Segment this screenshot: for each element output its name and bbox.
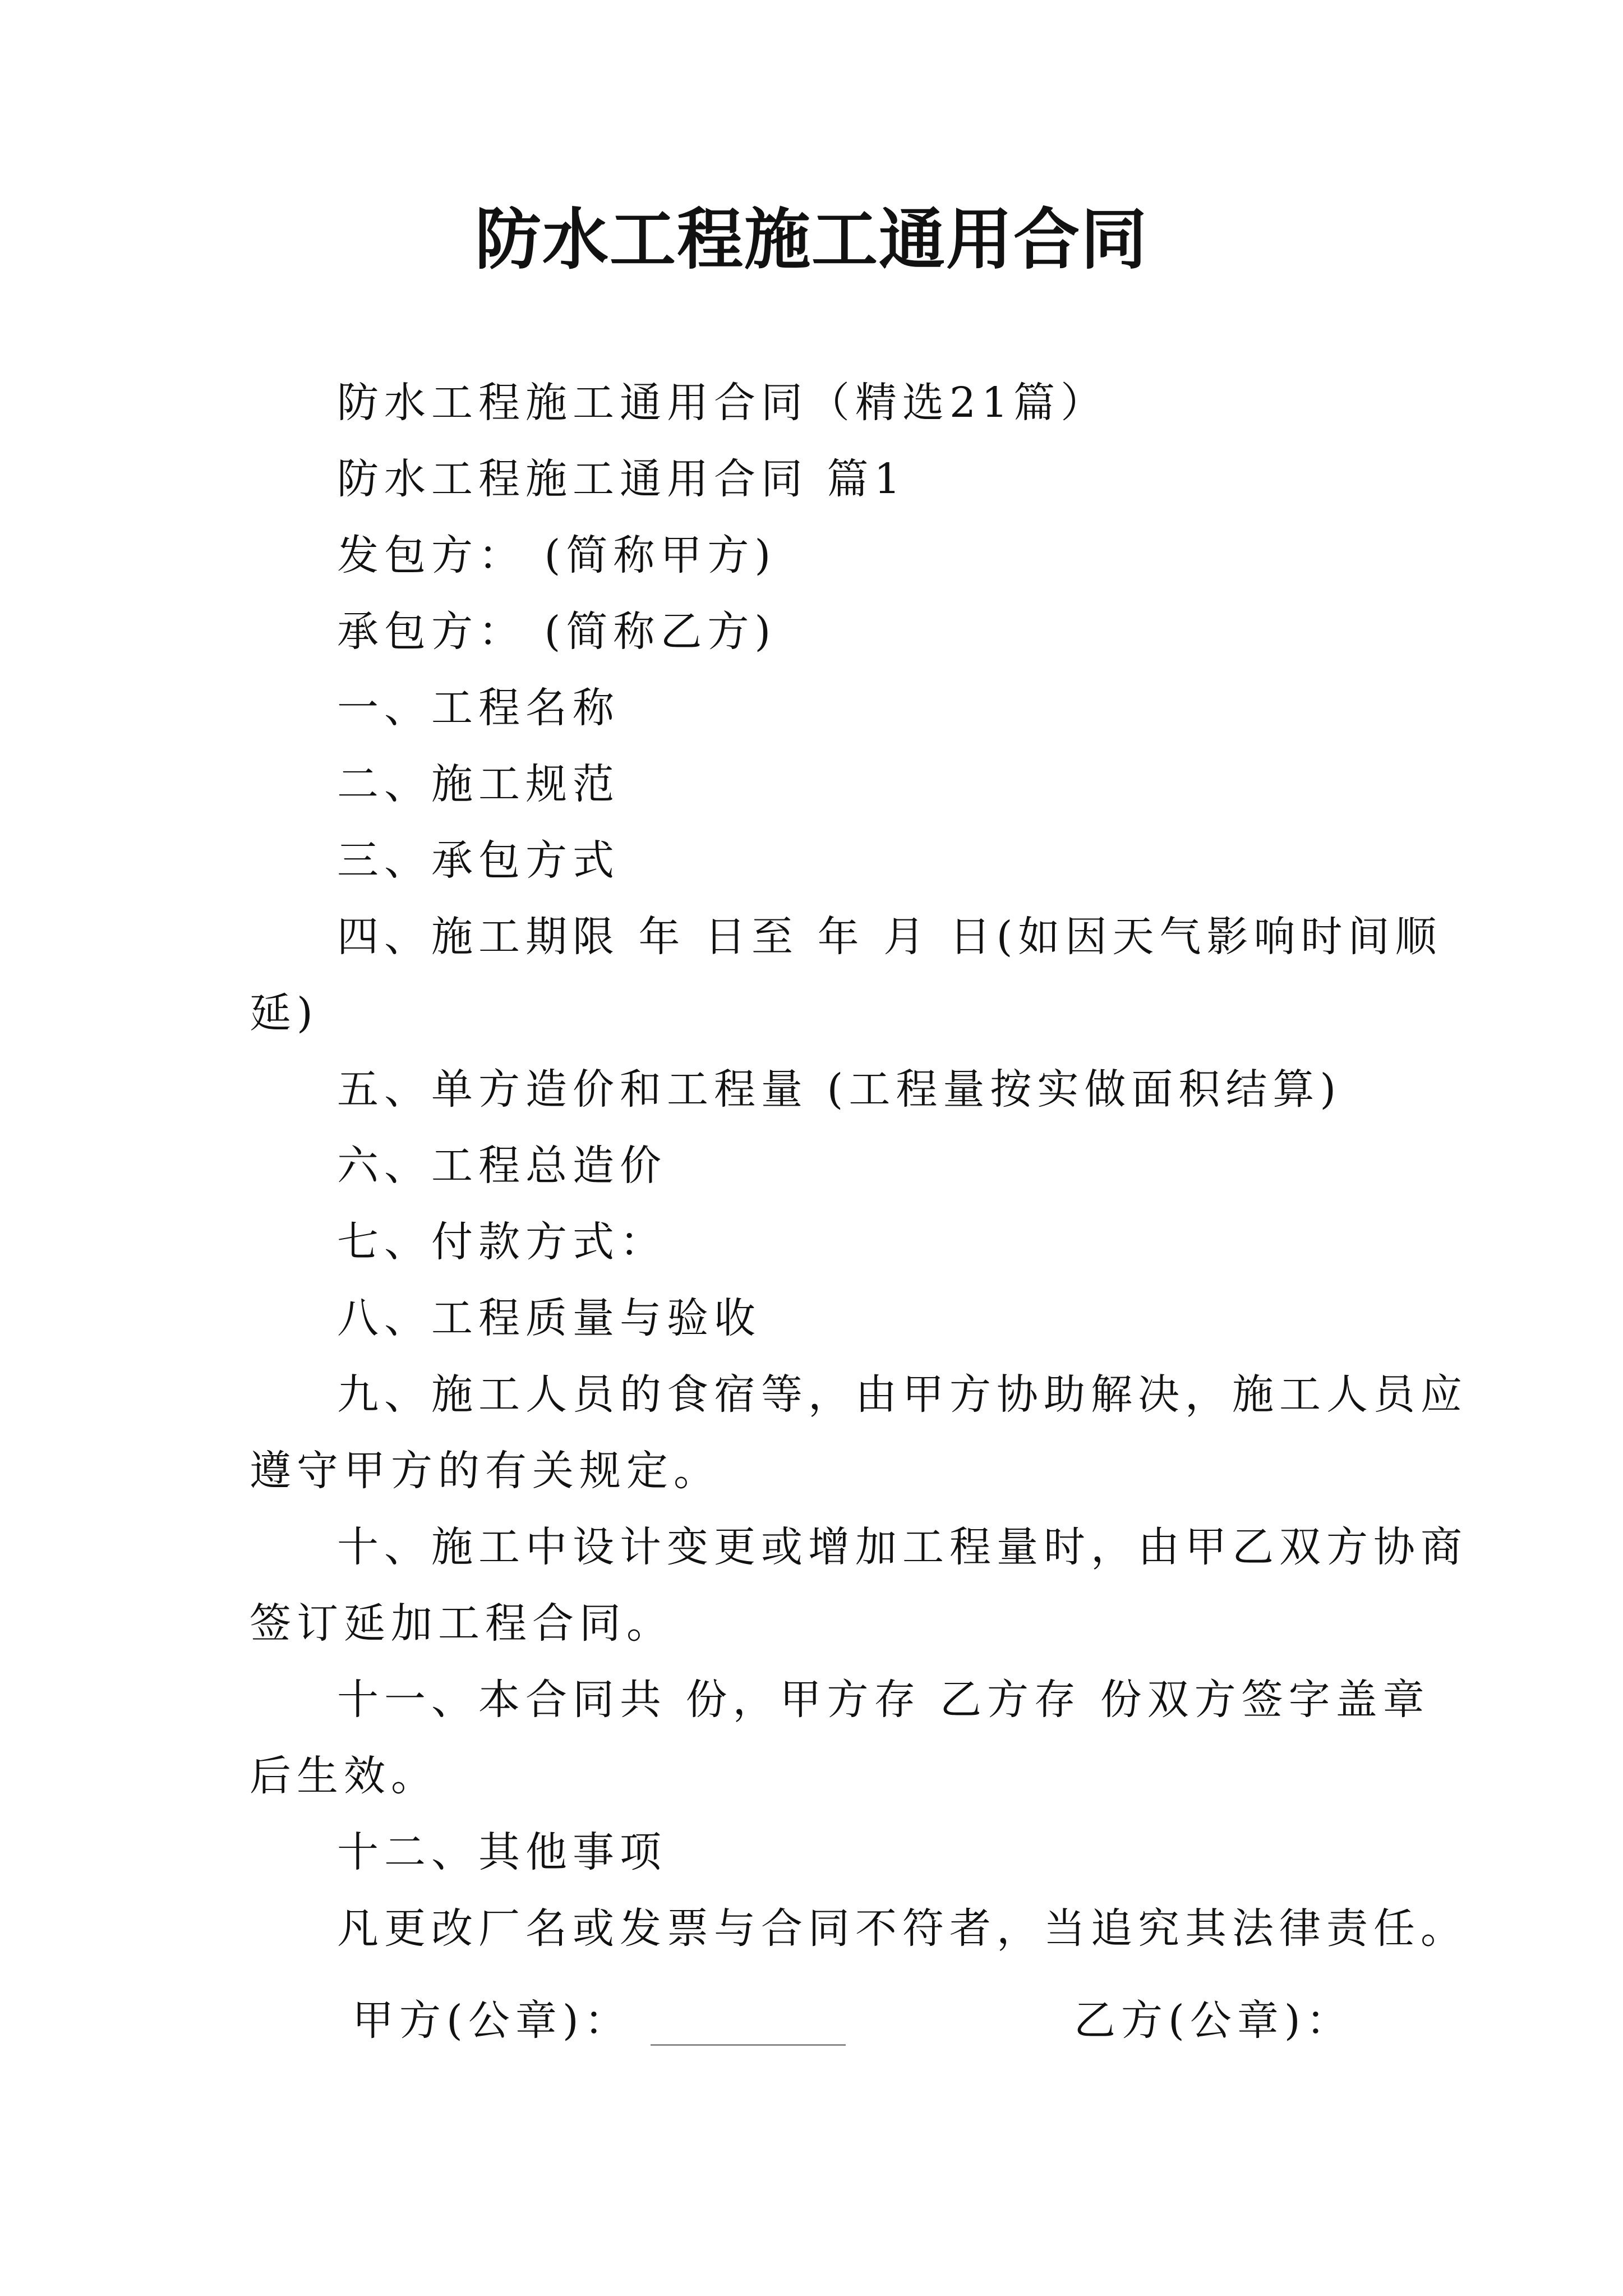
clause-construction-period: 四、施工期限 年 日至 年 月 日(如因天气影响时间顺 [337,913,1442,961]
clause-other-matters: 十二、其他事项 [337,1828,667,1876]
party-employer-line: 发包方： (简称甲方) [337,531,777,579]
party-b-seal-label: 乙方(公章)： [1074,1996,1353,2045]
clause-total-price: 六、工程总造价 [337,1142,667,1190]
clause-accommodation-cont: 遵守甲方的有关规定。 [250,1447,721,1495]
clause-copies: 十一、本合同共 份，甲方存 乙方存 份双方签字盖章 [337,1676,1430,1724]
signature-row [352,1993,1373,2054]
clause-contract-method: 三、承包方式 [337,836,620,885]
clause-construction-spec: 二、施工规范 [337,760,620,808]
clause-unit-price: 五、单方造价和工程量 (工程量按实做面积结算) [337,1065,1342,1114]
clause-construction-period-cont: 延) [250,989,319,1037]
clause-quality-acceptance: 八、工程质量与验收 [337,1294,761,1342]
section-heading: 防水工程施工通用合同 篇1 [337,455,906,503]
party-contractor-line: 承包方： (简称乙方) [337,608,777,656]
clause-copies-cont: 后生效。 [250,1752,438,1800]
party-a-signature-blank [651,2044,846,2046]
clause-liability: 凡更改厂名或发票与合同不符者，当追究其法律责任。 [337,1904,1468,1953]
clause-accommodation: 九、施工人员的食宿等，由甲方协助解决，施工人员应 [337,1370,1468,1419]
clause-project-name: 一、工程名称 [337,684,620,732]
document-title: 防水工程施工通用合同 [474,200,1148,278]
party-a-seal-label: 甲方(公章)： [352,1996,631,2045]
subtitle-line: 防水工程施工通用合同（精选21篇） [337,379,1108,427]
clause-design-change-cont: 签订延加工程合同。 [250,1599,674,1648]
clause-payment-method: 七、付款方式： [337,1218,667,1266]
clause-design-change: 十、施工中设计变更或增加工程量时，由甲乙双方协商 [337,1523,1468,1571]
